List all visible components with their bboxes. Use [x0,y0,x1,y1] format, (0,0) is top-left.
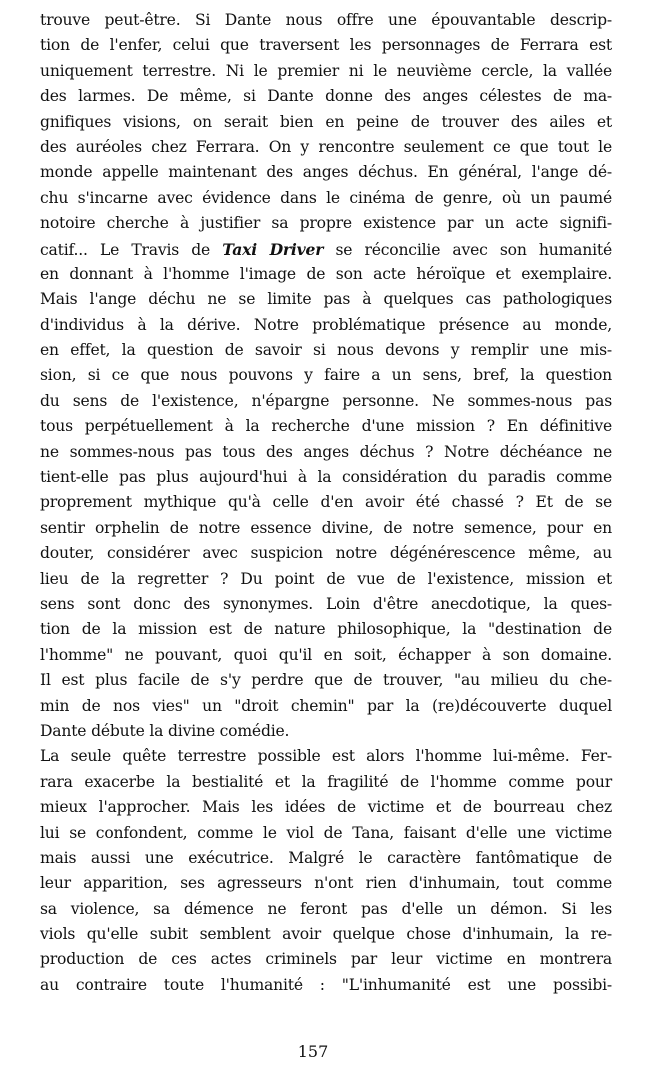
text-line: lieu de la regretter ? Du point de vue de l'existence, mission et [40,569,612,588]
text-line: min de nos vies" un "droit chemin" par la (re)découverte duquel [40,696,612,715]
text-line: trouve peut-être. Si Dante nous offre une épouvantable descrip- [40,11,612,29]
text-line: viols qu'elle subit semblent avoir quelque chose d'inhumain, la re- [40,925,612,944]
text-line: lui se confondent, comme le viol de Tana, faisant d'elle une victime [40,823,612,842]
text-line: en donnant à l'homme l'image de son acte héroïque et exemplaire. [40,264,612,283]
text-line: Mais l'ange déchu ne se limite pas à quelques cas pathologiques [40,290,612,309]
text-line: tient-elle pas plus aujourd'hui à la considération du paradis comme [40,468,612,487]
text-line: sion, si ce que nous pouvons y faire a un sens, bref, la question [40,366,612,385]
text-line: proprement mythique qu'à celle d'en avoir été chassé ? Et de se [40,493,612,512]
text-line: sentir orphelin de notre essence divine, de notre semence, pour en [40,518,612,537]
text-line: tion de la mission est de nature philosophique, la "destination de [40,620,612,639]
text-line: catif... Le Travis de Taxi Driver se réconcilie avec son humanité [40,239,612,259]
text-line: La seule quête terrestre possible est alors l'homme lui-même. Fer- [40,747,612,766]
text-line: douter, considérer avec suspicion notre dégénérescence même, au [40,544,612,563]
text-line: des auréoles chez Ferrara. On y rencontre seulement ce que tout le [40,137,612,156]
page-number: 157 [297,1042,329,1061]
text-line: notoire cherche à justifier sa propre existence par un acte signifi- [40,214,612,233]
text-line: Il est plus facile de s'y perdre que de trouver, "au milieu du che- [40,671,612,690]
text-line: au contraire toute l'humanité : "L'inhumanité est une possibi- [40,975,612,994]
text-line: sens sont donc des synonymes. Loin d'être anecdotique, la ques- [40,594,612,613]
text-line: ne sommes-nous pas tous des anges déchus ? Notre déchéance ne [40,442,612,461]
text-line: production de ces actes criminels par leur victime en montrera [40,950,612,969]
film-title: Taxi Driver [222,239,324,259]
text-line: gnifiques visions, on serait bien en peine de trouver des ailes et [40,112,612,131]
text-line: mais aussi une exécutrice. Malgré le caractère fantômatique de [40,848,612,867]
text-line: mieux l'approcher. Mais les idées de victime et de bourreau chez [40,798,612,817]
text-line: sa violence, sa démence ne feront pas d'elle un démon. Si les [40,899,612,918]
text-line: chu s'incarne avec évidence dans le cinéma de genre, où un paumé [40,188,612,207]
text-line: tion de l'enfer, celui que traversent les personnages de Ferrara est [40,36,612,55]
text-line: leur apparition, ses agresseurs n'ont rien d'inhumain, tout comme [40,874,612,893]
text-line: monde appelle maintenant des anges déchus. En général, l'ange dé- [40,163,612,182]
text-line: Dante débute la divine comédie. [40,721,290,740]
text-line: tous perpétuellement à la recherche d'une mission ? En définitive [40,417,612,436]
text-line: uniquement terrestre. Ni le premier ni le neuvième cercle, la vallée [40,61,612,80]
text-line: rara exacerbe la bestialité et la fragilité de l'homme comme pour [40,772,612,791]
text-line: du sens de l'existence, n'épargne personne. Ne sommes-nous pas [40,391,612,410]
text-line: l'homme" ne pouvant, quoi qu'il en soit, échapper à son domaine. [40,645,612,664]
text-line: des larmes. De même, si Dante donne des anges célestes de ma- [40,87,612,106]
body-text [40,8,612,998]
text-line: en effet, la question de savoir si nous devons y remplir une mis- [40,341,612,360]
text-line: d'individus à la dérive. Notre problématique présence au monde, [40,315,612,334]
